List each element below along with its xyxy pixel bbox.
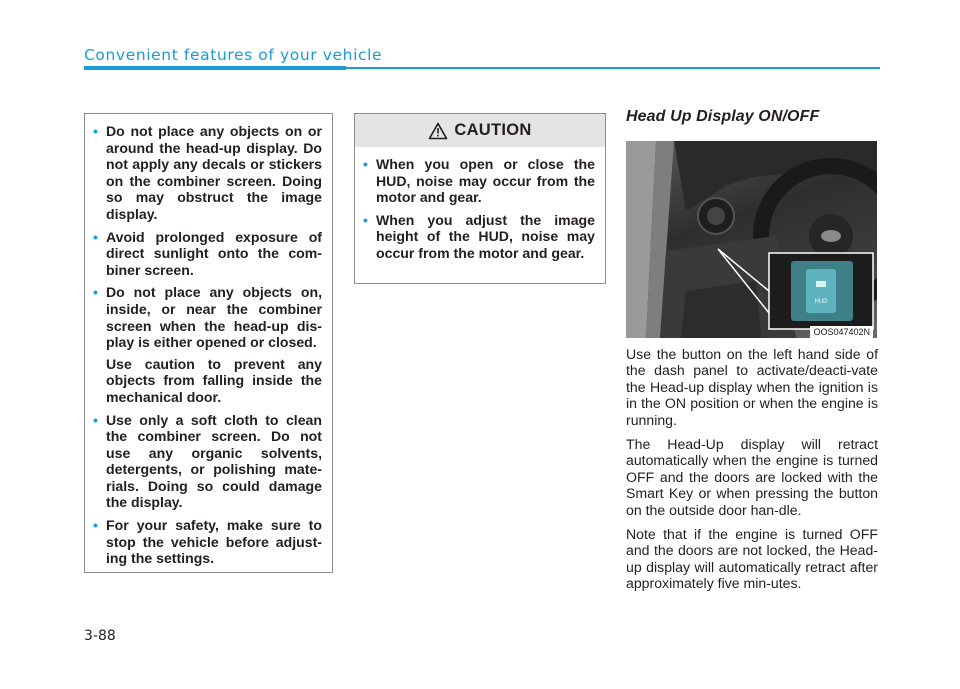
section-title: Head Up Display ON/OFF bbox=[626, 108, 820, 125]
list-item-text: Do not place any objects on, inside, or near the combiner screen when the head-up dis-play is either opened or closed. bbox=[106, 284, 322, 351]
svg-text:HUD: HUD bbox=[814, 299, 828, 305]
list-item-text: Use caution to prevent any objects from falling inside the mechanical door. bbox=[106, 355, 322, 405]
list-item-text: Do not place any objects on or around the head-up display. Do not apply any decals or stickers on the combiner screen. Doing so may obstruct the image display. bbox=[106, 123, 322, 222]
warning-box bbox=[84, 113, 333, 573]
warning-triangle-icon bbox=[428, 122, 448, 140]
right-column bbox=[626, 108, 878, 592]
bullet-dot-icon: • bbox=[93, 517, 98, 534]
body-paragraph: Note that if the engine is turned OFF and the doors are not locked, the Head-up display will automatically retract after approximately five min-utes. bbox=[626, 526, 878, 592]
caution-box bbox=[354, 113, 606, 284]
list-item-text: Use only a soft cloth to clean the combiner screen. Do not use any organic solvents, detergents, or polishing mate-rials. Doing so could damage the display. bbox=[106, 411, 322, 511]
caution-list bbox=[363, 156, 595, 262]
list-item bbox=[93, 517, 322, 567]
body-paragraph: Use the button on the left hand side of the dash panel to activate/deacti-vate the Head-up display when the ignition is in the ON position or when the engine is running. bbox=[626, 346, 878, 428]
bullet-dot-icon: • bbox=[363, 211, 368, 228]
header-accent-bar bbox=[84, 66, 346, 70]
warning-list bbox=[93, 123, 322, 567]
list-item-text: For your safety, make sure to stop the vehicle before adjust-ing the settings. bbox=[106, 517, 322, 567]
header-rule bbox=[346, 67, 880, 69]
body-paragraph: The Head-Up display will retract automatically when the engine is turned OFF and the doors are locked with the Smart Key or when pressing the button on the outside door han-dle. bbox=[626, 436, 878, 518]
list-item-text: When you adjust the image height of the HUD, noise may occur from the motor and gear. bbox=[376, 211, 595, 261]
chapter-title: Convenient features of your vehicle bbox=[84, 46, 383, 64]
list-item-text: When you open or close the HUD, noise may occur from the motor and gear. bbox=[376, 156, 595, 206]
list-item bbox=[93, 123, 322, 223]
caution-header bbox=[355, 114, 605, 147]
list-item bbox=[93, 229, 322, 279]
hud-button-photo bbox=[626, 141, 877, 338]
bullet-dot-icon: • bbox=[93, 284, 98, 301]
image-code: OOS047402N bbox=[810, 326, 873, 338]
list-item bbox=[93, 412, 322, 512]
dashboard-illustration bbox=[626, 141, 877, 338]
caution-title: CAUTION bbox=[454, 121, 532, 139]
list-item-text: Avoid prolonged exposure of direct sunlight onto the com-biner screen. bbox=[106, 228, 322, 278]
bullet-dot-icon: • bbox=[93, 411, 98, 428]
bullet-dot-icon: • bbox=[93, 123, 98, 139]
page-number: 3-88 bbox=[84, 628, 116, 644]
list-item bbox=[363, 212, 595, 262]
bullet-dot-icon: • bbox=[363, 156, 368, 172]
list-item bbox=[93, 284, 322, 405]
bullet-dot-icon: • bbox=[93, 228, 98, 245]
list-item bbox=[363, 156, 595, 206]
